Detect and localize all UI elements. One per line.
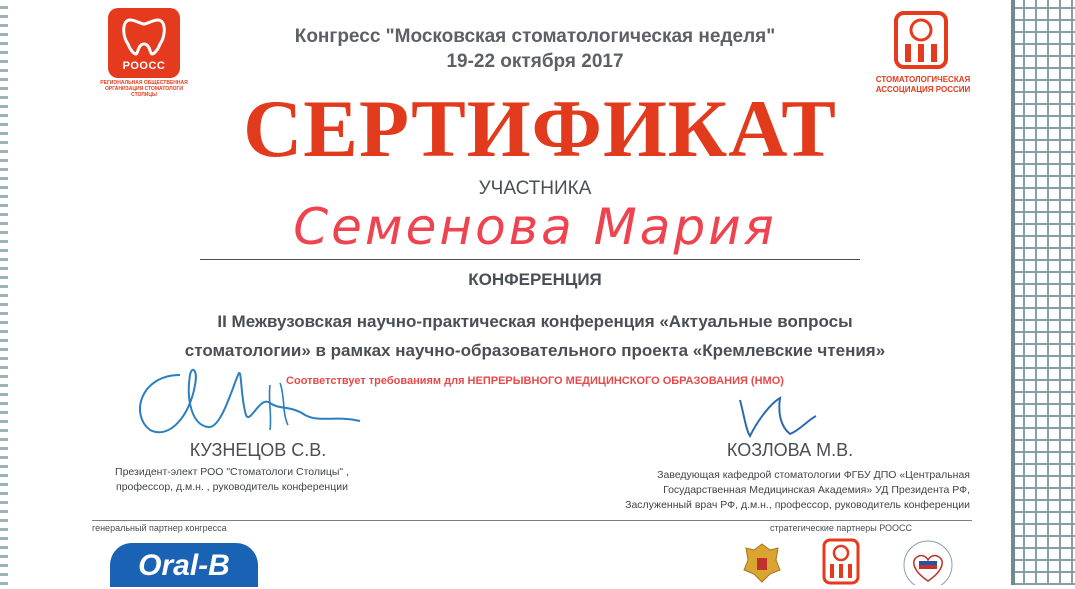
- congress-title: Конгресс "Московская стоматологическая неделя": [294, 26, 776, 47]
- ornamental-border-right: [1011, 0, 1075, 585]
- conference-title-line2: стоматологии» в рамках научно-образовательного проекта «Кремлевские чтения»: [184, 341, 886, 360]
- tooth-icon: [108, 14, 180, 58]
- strategic-partners-label: стратегические партнеры РООСС: [770, 523, 913, 533]
- oralb-logo: Oral-B: [110, 543, 258, 587]
- signer-left-name: КУЗНЕЦОВ С.В.: [189, 440, 327, 460]
- name-underline: [200, 259, 860, 260]
- participant-name: Семенова Мария: [293, 198, 777, 256]
- ornamental-border-left: [0, 0, 8, 585]
- participant-label: УЧАСТНИКА: [478, 178, 592, 199]
- coat-of-arms-icon: [740, 540, 784, 585]
- certificate-title: СЕРТИФИКАТ: [243, 83, 837, 174]
- signer-left-role-line: профессор, д.м.н. , руководитель конференции: [116, 481, 348, 493]
- nmo-note: Соответствует требованиям для НЕПРЕРЫВНОГО МЕДИЦИНСКОГО ОБРАЗОВАНИЯ (НМО): [286, 375, 784, 387]
- signer-right-role-line: Государственная Медицинская Академия» УД Президента РФ,: [663, 484, 970, 496]
- general-partner-label: генеральный партнер конгресса: [92, 523, 227, 533]
- star-association-text: СТОМАТОЛОГИЧЕСКАЯ АССОЦИАЦИЯ РОССИИ: [875, 75, 971, 94]
- roocc-logo-subtitle: РЕГИОНАЛЬНАЯ ОБЩЕСТВЕННАЯ ОРГАНИЗАЦИЯ СТОМАТОЛОГИ СТОЛИЦЫ: [100, 80, 188, 98]
- signer-right-role-line: Заведующая кафедрой стоматологии ФГБУ ДПО «Центральная: [657, 469, 970, 481]
- signature-right: [730, 390, 820, 440]
- congress-dates: 19-22 октября 2017: [446, 51, 624, 72]
- star-association-logo: [893, 10, 949, 70]
- signer-right-role: [606, 468, 970, 513]
- signer-right-role-line: Заслуженный врач РФ, д.м.н., профессор, руководитель конференции: [625, 499, 970, 511]
- conference-title-line1: II Межвузовская научно-практическая конференция «Актуальные вопросы: [217, 312, 853, 331]
- roocc-logo-name: РООСС: [122, 60, 166, 72]
- signature-left: [120, 355, 370, 445]
- conference-label: КОНФЕРЕНЦИЯ: [468, 270, 602, 289]
- signer-left-role: [82, 465, 382, 495]
- signer-right-name: КОЗЛОВА М.В.: [726, 440, 854, 460]
- national-heart-logo: [893, 535, 963, 585]
- star-association-small-logo: [822, 538, 860, 585]
- signer-left-role-line: Президент-элект РОО "Стоматологи Столицы" ,: [115, 466, 349, 478]
- footer-divider: [92, 520, 972, 521]
